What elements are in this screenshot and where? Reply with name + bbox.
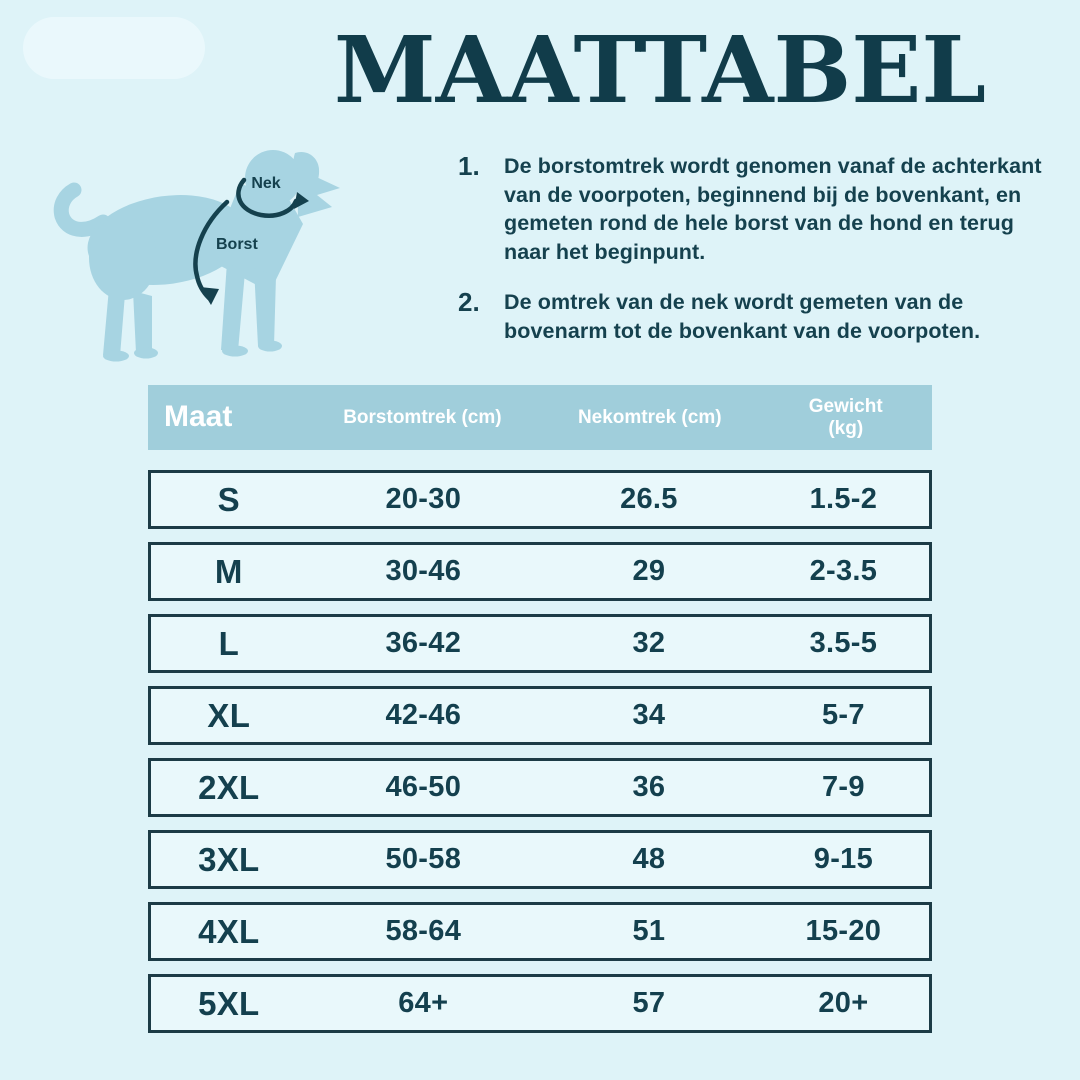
table-row — [148, 686, 932, 745]
cell-value: 64+ — [398, 987, 449, 1019]
instruction-text: De omtrek van de nek wordt gemeten van de bovenarm tot de bovenkant van de voorpoten. — [504, 290, 981, 343]
cell-value: 7-9 — [821, 771, 865, 803]
dog-thigh — [89, 216, 157, 300]
cell-size: L — [218, 624, 240, 662]
dog-tail — [61, 190, 103, 229]
cell-value: 50-58 — [385, 843, 462, 875]
cell-value: 9-15 — [813, 843, 874, 875]
cell-size: S — [217, 480, 240, 518]
instruction-number: 2. — [458, 287, 480, 318]
cell-value: 3.5-5 — [809, 627, 878, 659]
cell-value: 36 — [632, 771, 666, 803]
cell-size: 4XL — [198, 912, 260, 950]
dog-paw — [134, 348, 158, 359]
cell-value: 1.5-2 — [809, 483, 878, 515]
dog-front-leg — [254, 268, 276, 346]
dog-body-shapes — [61, 150, 340, 362]
header-label: Maat — [164, 400, 233, 434]
cell-value: 57 — [632, 987, 666, 1019]
cell-value: 46-50 — [385, 771, 462, 803]
instruction-item-2 — [458, 288, 1042, 345]
dog-hind-leg — [103, 288, 125, 356]
cell-value: 2-3.5 — [809, 555, 878, 587]
header-label: Borstomtrek (cm) — [343, 406, 502, 428]
cell-size: M — [214, 552, 243, 590]
page-title: MAATTABEL — [333, 16, 987, 124]
dog-silhouette-illustration — [35, 136, 345, 381]
size-table — [148, 385, 932, 1033]
cell-value: 26.5 — [620, 483, 678, 515]
cell-value: 20-30 — [385, 483, 462, 515]
cell-value: 20+ — [818, 987, 869, 1019]
cell-value: 34 — [632, 699, 666, 731]
cell-size: 3XL — [198, 840, 260, 878]
table-header-row — [148, 385, 932, 450]
instruction-text: De borstomtrek wordt genomen vanaf de achterkant van de voorpoten, beginnend bij de bovenkant, en gemeten rond de hele borst van de hond en terug naar het beginpunt. — [504, 154, 1042, 264]
cell-value: 15-20 — [805, 915, 882, 947]
faded-logo-placeholder — [23, 17, 205, 79]
dog-front-leg — [221, 262, 245, 351]
neck-label: Nek — [251, 175, 281, 192]
chest-arrowhead-icon — [200, 287, 219, 305]
table-row — [148, 542, 932, 601]
header-maat — [148, 385, 305, 450]
header-nekomtrek — [540, 385, 760, 450]
header-borstomtrek — [305, 385, 540, 450]
cell-size: XL — [207, 696, 251, 734]
cell-value: 58-64 — [385, 915, 462, 947]
cell-value: 42-46 — [385, 699, 462, 731]
cell-value: 29 — [632, 555, 666, 587]
table-row — [148, 614, 932, 673]
cell-value: 30-46 — [385, 555, 462, 587]
cell-size: 2XL — [198, 768, 260, 806]
table-row — [148, 470, 932, 529]
cell-value: 32 — [632, 627, 666, 659]
header-gewicht — [760, 385, 932, 450]
dog-paw — [103, 351, 129, 362]
table-row — [148, 758, 932, 817]
measuring-instructions — [458, 152, 1042, 368]
dog-hind-leg — [133, 291, 152, 353]
table-row — [148, 902, 932, 961]
dog-measurement-diagram — [35, 136, 345, 381]
cell-size: 5XL — [198, 984, 260, 1022]
dog-paw — [222, 346, 248, 357]
cell-value: 51 — [632, 915, 666, 947]
instruction-number: 1. — [458, 151, 480, 181]
dog-paw — [258, 341, 282, 352]
cell-value: 48 — [632, 843, 666, 875]
instruction-item-1 — [458, 152, 1042, 266]
table-row — [148, 974, 932, 1033]
cell-value: 36-42 — [385, 627, 462, 659]
header-label: Nekomtrek (cm) — [577, 406, 722, 428]
header-label: Gewicht (kg) — [808, 395, 883, 439]
size-table-body — [148, 470, 932, 1033]
cell-value: 5-7 — [821, 699, 865, 731]
chest-label: Borst — [216, 236, 258, 253]
table-row — [148, 830, 932, 889]
